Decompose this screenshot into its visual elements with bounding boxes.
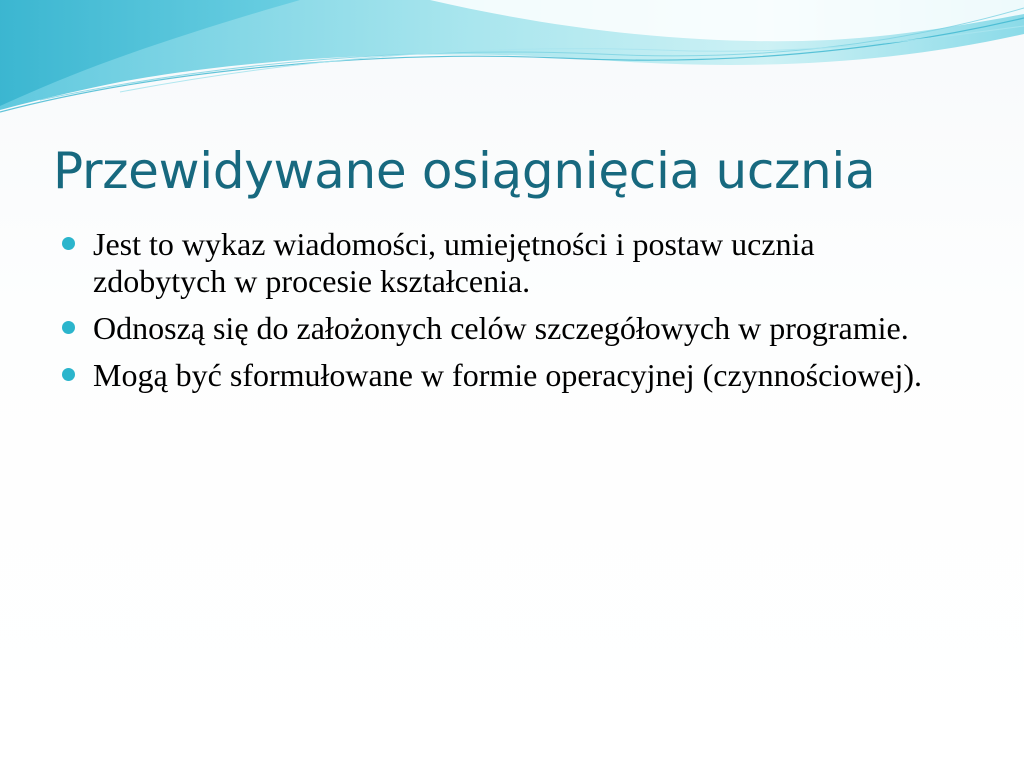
- bullet-item: [62, 310, 942, 347]
- bullet-dot-icon: [62, 321, 75, 334]
- bullet-dot-icon: [62, 237, 75, 250]
- bullet-item: [62, 357, 942, 394]
- bullet-text: Odnoszą się do założonych celów szczegółowych w programie.: [93, 310, 909, 346]
- decorative-wave-header: [0, 0, 1024, 120]
- bullet-text: Jest to wykaz wiadomości, umiejętności i postaw ucznia zdobytych w procesie kształcenia.: [93, 226, 815, 299]
- bullet-text: Mogą być sformułowane w formie operacyjnej (czynnościowej).: [93, 357, 923, 393]
- bullet-dot-icon: [62, 368, 75, 381]
- bullet-list: [62, 226, 942, 404]
- slide-title: Przewidywane osiągnięcia ucznia: [53, 142, 876, 200]
- bullet-item: [62, 226, 942, 300]
